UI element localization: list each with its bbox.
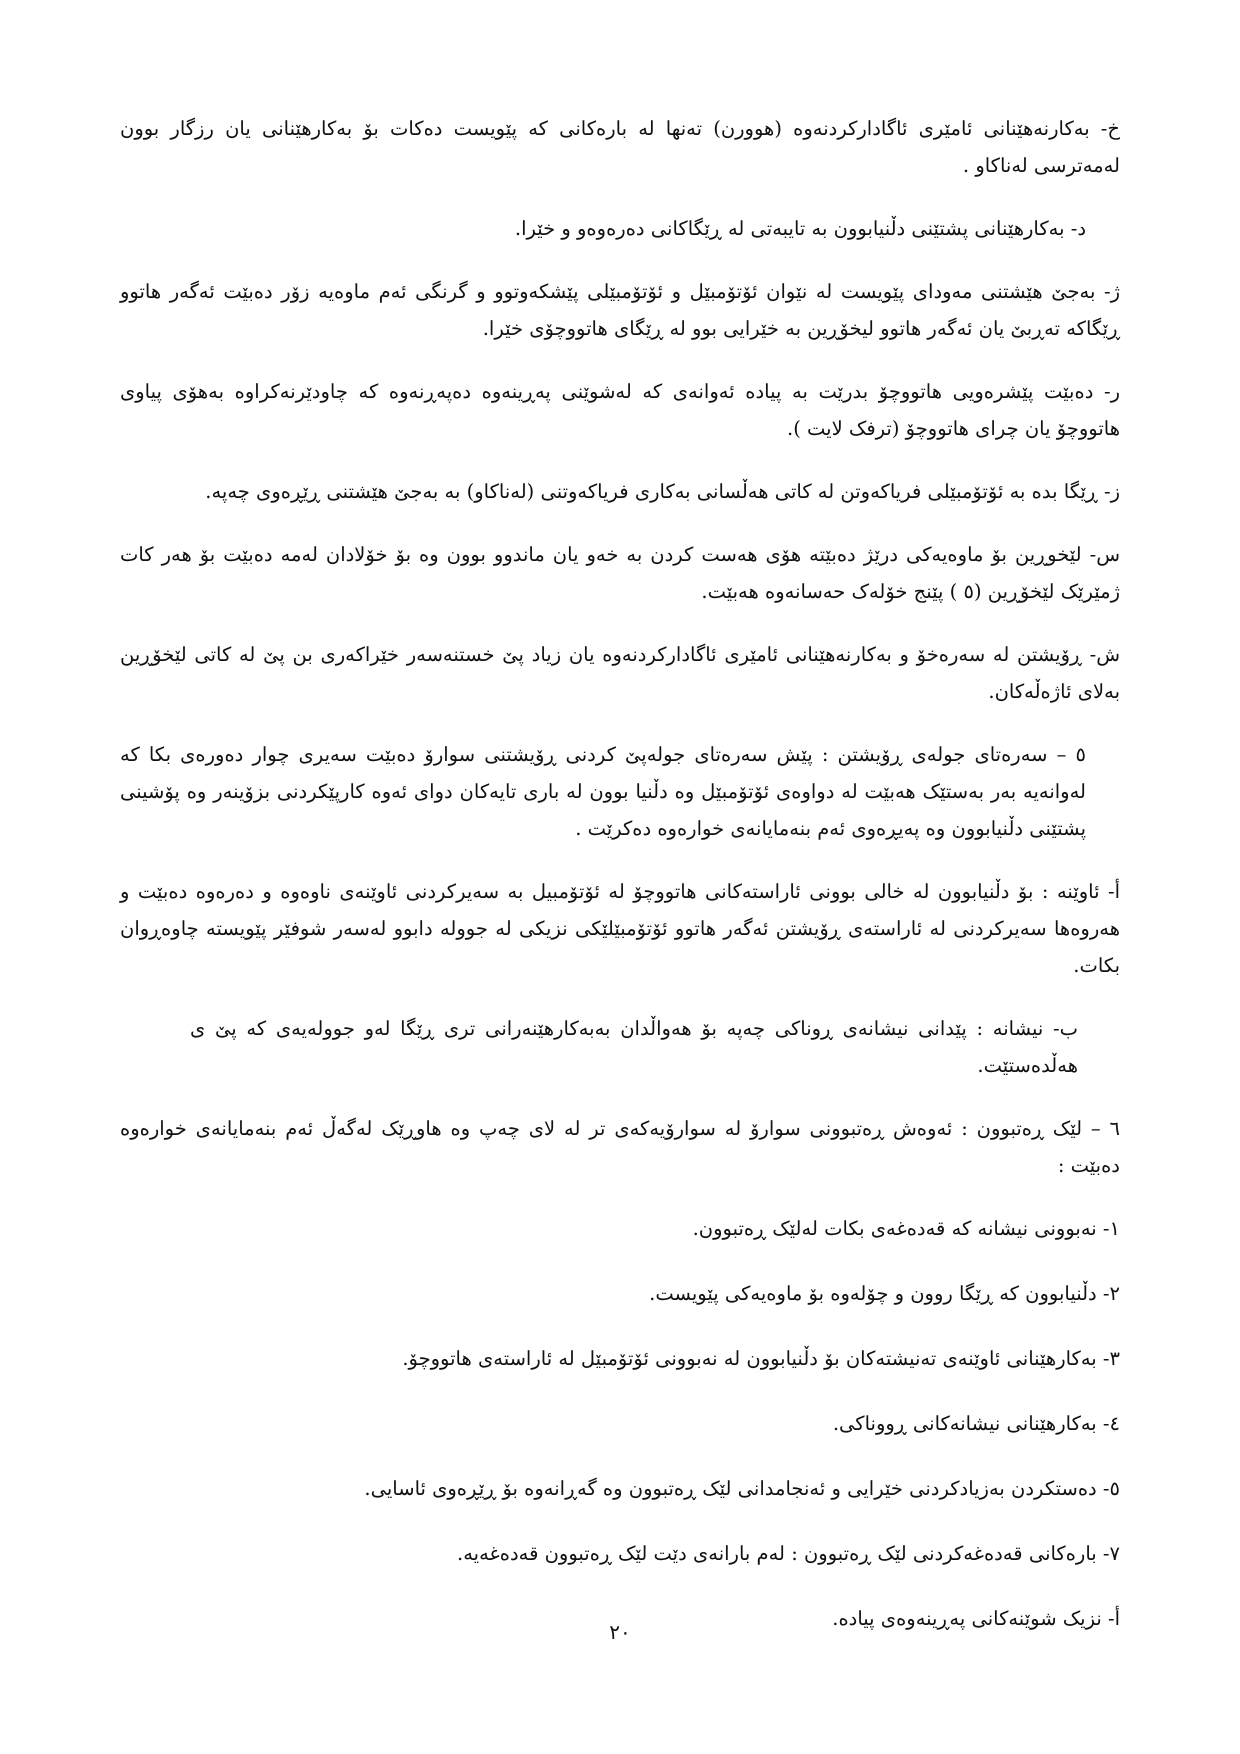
paragraph-sin: س- لێخوڕین بۆ ماوەیەکی درێژ دەبێتە هۆی هەست کردن بە خەو یان ماندوو بوون وە بۆ خۆلادان لەمە دەبێت بۆ هەر کات ژمێرێک لێخۆڕین (٥ ) پێنج خۆلەک حەسانەوە هەبێت. [120,543,1121,603]
paragraph-re: ر- دەبێت پێشرەویی هاتووچۆ بدرێت بە پیادە ئەوانەی کە لەشوێنی پەڕینەوە دەپەڕنەوە کە چاودێرنەکراوە بەهۆی پیاوی هاتووچۆ یان چرای هاتووچۆ (ترفک لایت ). [120,380,1120,440]
paragraph-zhe: ژ- بەجێ هێشتنی مەودای پێویست لە نێوان ئۆتۆمبێل و ئۆتۆمبێلی پێشکەوتوو و گرنگی ئەم ماوەیە زۆر دەبێت ئەگەر هاتوو ڕێگاکە تەڕبێ یان ئەگەر هاتوو لیخۆڕین بە خێرایی بوو لە ڕێگای هاتووچۆی خێرا. [120,280,1120,340]
paragraph-alif: أ- ئاوێنە : بۆ دڵنیابوون لە خالی بوونی ئاراستەکانی هاتووچۆ لە ئۆتۆمبیل بە سەیرکردنی ئاوێنەی ناوەوە و دەرەوە دەبێت و هەروەها سەیرکردنی لە ئاراستەی ڕۆیشتن ئەگەر هاتوو ئۆتۆمبێلێکی نزیکی لە جوولە دابوو لەسەر شوفێر پێویستە چاوەڕوان بکات. [120,880,1120,977]
paragraph-shin: ش- ڕۆیشتن لە سەرەخۆ و بەکارنەهێنانی ئامێری ئاگادارکردنەوە یان زیاد پێ خستنەسەر خێراکەری بن پێ لە کاتی لێخۆڕین بەلای ئاژەڵەکان. [120,643,1120,703]
list-item-5: ٥- دەستکردن بەزیادکردنی خێرایی و ئەنجامدانی لێک ڕەتبوون وە گەڕانەوە بۆ ڕێڕەوی ئاسایی. [364,1477,1120,1500]
list-item-3: ٣- بەکارهێنانی ئاوێنەی تەنیشتەکان بۆ دڵنیابوون لە نەبوونی ئۆتۆمبێل لە ئاراستەی هاتووچۆ. [402,1347,1120,1370]
list-item-2: ٢- دڵنیابوون کە ڕێگا روون و چۆلەوە بۆ ماوەیەکی پێویست. [649,1282,1120,1305]
paragraph-be: ب- نیشانە : پێدانی نیشانەی ڕوناکی چەپە بۆ هەواڵدان بەبەکارهێنەرانی تری ڕێگا لەو جوولەیەی کە پێ ی هەڵدەستێت. [190,1017,1078,1077]
list-item-1: ١- نەبوونی نیشانە کە قەدەغەی بکات لەلێک ڕەتبوون. [692,1217,1120,1240]
paragraph-dal: د- بەکارهێنانی پشتێنی دڵنیابوون بە تایبەتی لە ڕێگاکانی دەرەوەو و خێرا. [514,217,1086,240]
list-item-7: ٧- بارەکانی قەدەغەکردنی لێک ڕەتبوون : لەم بارانەی دێت لێک ڕەتبوون قەدەغەیە. [457,1542,1120,1565]
document-page [120,110,1120,1670]
list-item-alif: أ- نزیک شوێنەکانی پەڕینەوەی پیادە. [832,1607,1120,1630]
paragraph-section-5: ٥ – سەرەتای جولەی ڕۆیشتن : پێش سەرەتای جولەپێ کردنی ڕۆیشتنی سوارۆ دەبێت سەیری چوار دەورەی بکا کە لەوانەیە بەر بەستێک هەبێت لە دواوەی ئۆتۆمبێل وە دڵنیا بوون لە باری تایەکان دوای ئەوە کارپێکردنی بزۆینەر وە پۆشینی پشتێنی دڵنیابوون وە پەیڕەوی ئەم بنەمایانەی خوارەوە دەکرێت . [120,743,1086,840]
list-item-4: ٤- بەکارهێنانی نیشانەکانی ڕووناکی. [832,1412,1120,1435]
paragraph-section-6: ٦ – لێک ڕەتبوون : ئەوەش ڕەتبوونی سوارۆ لە سوارۆیەکەی تر لە لای چەپ وە هاوڕێک لەگەڵ ئەم بنەمایانەی خوارەوە دەبێت : [120,1117,1120,1177]
page-number: ٢٠ [609,1620,631,1644]
paragraph-ze: ز- ڕێگا بدە بە ئۆتۆمبێلی فریاکەوتن لە کاتی هەڵسانی بەکاری فریاکەوتنی (لەناکاو) بە بەجێ هێشتنی ڕێڕەوی چەپە. [205,480,1120,503]
paragraph-kha: خ- بەکارنەهێنانی ئامێری ئاگادارکردنەوە (هوورن) تەنها لە بارەکانی کە پێویست دەکات بۆ بەکارهێنانی یان رزگار بوون لەمەترسی لەناکاو . [120,117,1120,177]
